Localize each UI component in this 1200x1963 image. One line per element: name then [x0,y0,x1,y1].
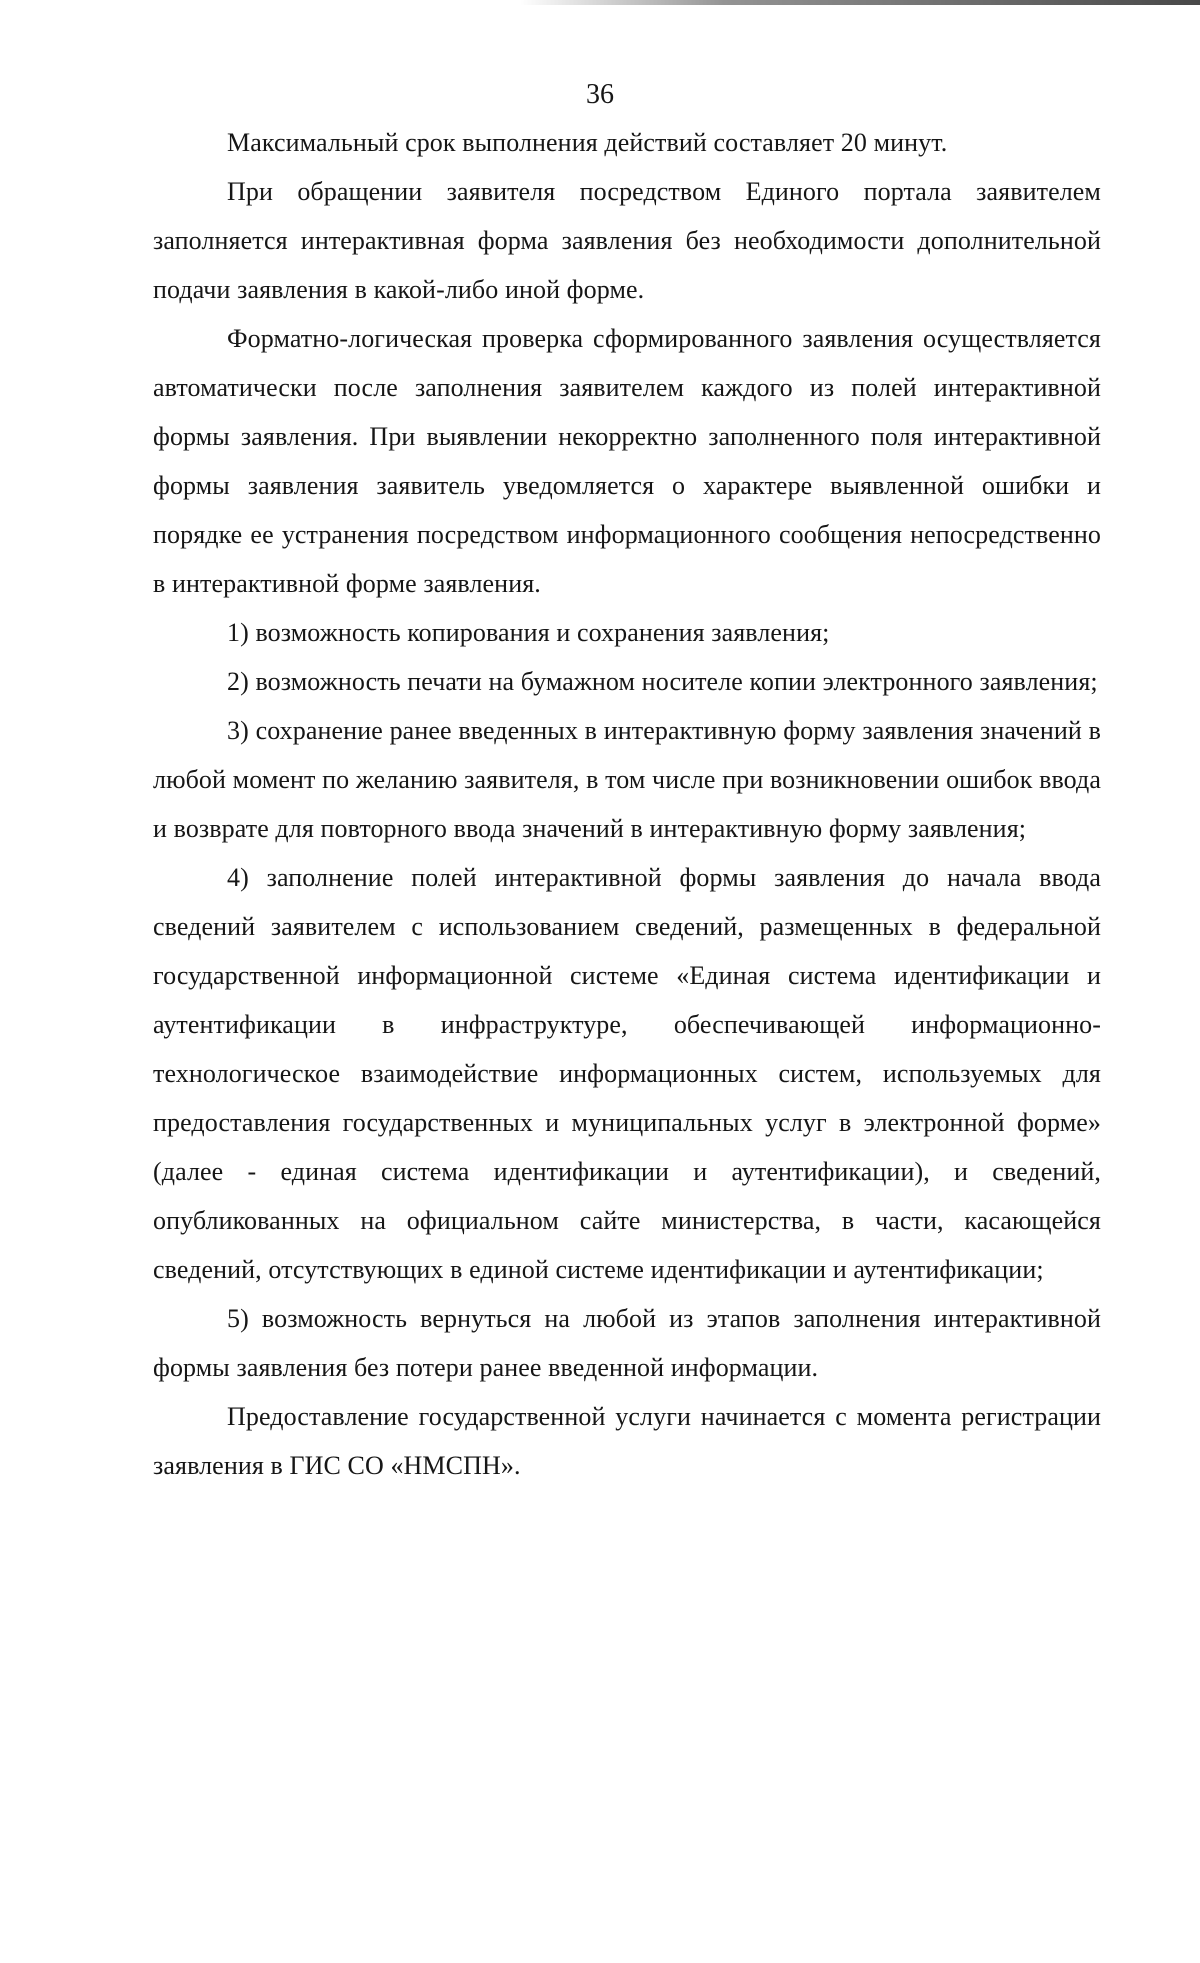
list-item-1: 1) возможность копирования и сохранения заявления; [227,618,830,647]
list-item-3: 3) сохранение ранее введенных в интерактивную форму заявления значений в любой момент по желанию заявителя, в том числе при возникновении ошибок ввода и возврате для повторного ввода значений в интерактивную форму заявления; [153,716,1101,843]
paragraph-service-start: Предоставление государственной услуги начинается с момента регистрации заявления в ГИС СО «НМСПН». [153,1402,1101,1480]
scan-edge-artifact [520,0,1200,5]
paragraph-portal-form: При обращении заявителя посредством Единого портала заявителем заполняется интерактивная форма заявления без необходимости дополнительной подачи заявления в какой-либо иной форме. [153,177,1101,304]
page-number: 36 [586,79,614,110]
list-item-4: 4) заполнение полей интерактивной формы заявления до начала ввода сведений заявителем с использованием сведений, размещенных в федеральной государственной информационной системе «Единая система идентификации и аутентификации в инфраструктуре, обеспечивающей информационно-технологическое взаимодействие информационных систем, используемых для предоставления государственных и муниципальных услуг в электронной форме» (далее - единая система идентификации и аутентификации), и сведений, опубликованных на официальном сайте министерства, в части, касающейся сведений, отсутствующих в единой системе идентификации и аутентификации; [153,863,1101,1284]
list-item-5: 5) возможность вернуться на любой из этапов заполнения интерактивной формы заявления без потери ранее введенной информации. [153,1304,1101,1382]
paragraph-time-limit: Максимальный срок выполнения действий составляет 20 минут. [227,128,948,157]
list-item-2: 2) возможность печати на бумажном носителе копии электронного заявления; [227,667,1098,696]
document-body [153,118,1101,1490]
paragraph-format-check: Форматно-логическая проверка сформированного заявления осуществляется автоматически после заполнения заявителем каждого из полей интерактивной формы заявления. При выявлении некорректно заполненного поля интерактивной формы заявления заявитель уведомляется о характере выявленной ошибки и порядке ее устранения посредством информационного сообщения непосредственно в интерактивной форме заявления. [153,324,1101,598]
